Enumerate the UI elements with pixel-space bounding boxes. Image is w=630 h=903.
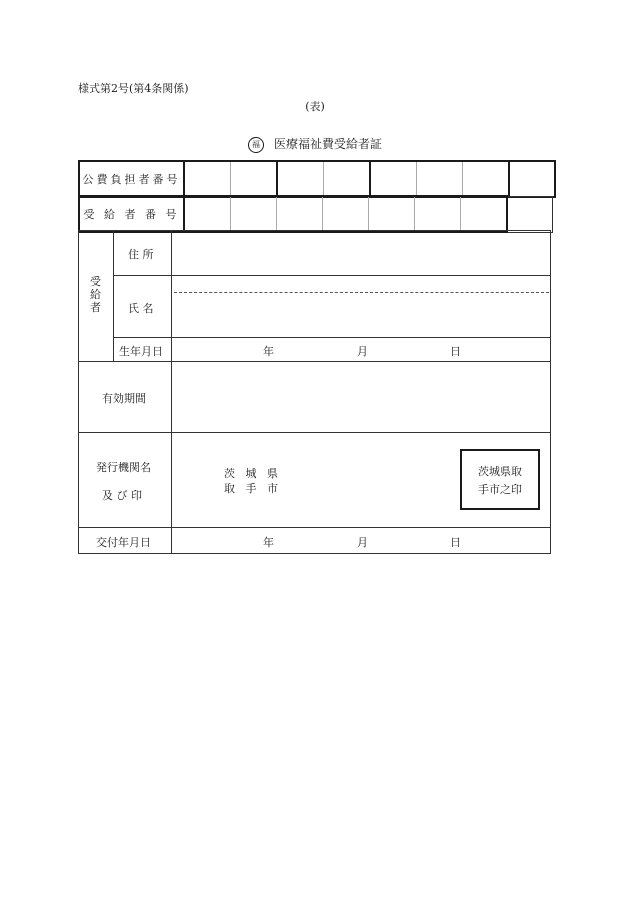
birthdate-day-unit: 日	[450, 345, 461, 358]
public-payer-digit-1[interactable]	[184, 161, 231, 197]
issuer-label-line1: 発行機関名	[96, 461, 151, 474]
seal-line-2: 手市之印	[478, 483, 522, 496]
recipient-number-label: 受 給 者 番 号	[79, 196, 184, 232]
recipient-number-table	[78, 195, 553, 233]
welfare-mark-icon: 福	[248, 137, 264, 153]
public-payer-check-digit[interactable]	[509, 161, 555, 197]
recipient-digit-7[interactable]	[461, 196, 508, 232]
public-payer-digit-4[interactable]	[324, 161, 371, 197]
form-number-label: 様式第2号(第4条関係)	[78, 82, 189, 95]
public-payer-digit-6[interactable]	[417, 161, 463, 197]
recipient-digit-1[interactable]	[184, 196, 231, 232]
name-field[interactable]	[171, 275, 551, 338]
issuer-label-line2: 及 び 印	[102, 489, 142, 502]
issuer-label-cell	[78, 432, 172, 528]
address-label: 住 所	[128, 248, 154, 261]
official-seal-stamp	[460, 449, 540, 510]
recipient-digit-5[interactable]	[369, 196, 415, 232]
birthdate-year-unit: 年	[263, 345, 274, 358]
recipient-digit-2[interactable]	[231, 196, 277, 232]
recipient-digit-6[interactable]	[415, 196, 461, 232]
seal-line-1: 茨城県取	[478, 465, 522, 478]
issue-date-label: 交付年月日	[96, 536, 151, 549]
name-label: 氏 名	[128, 302, 154, 315]
issue-year-unit: 年	[263, 536, 274, 549]
recipient-digit-3[interactable]	[277, 196, 323, 232]
issuer-prefecture: 茨 城 県	[224, 467, 278, 480]
public-payer-digit-3[interactable]	[277, 161, 324, 197]
birthdate-month-unit: 月	[357, 345, 368, 358]
validity-field[interactable]	[171, 361, 551, 433]
side-indicator: (表)	[305, 100, 325, 113]
public-payer-number-table	[78, 160, 556, 198]
public-payer-digit-5[interactable]	[370, 161, 417, 197]
certificate-title-row	[0, 135, 630, 153]
issue-day-unit: 日	[450, 536, 461, 549]
recipient-group-label: 受給者	[90, 275, 101, 314]
issuer-city: 取 手 市	[224, 482, 278, 495]
address-field[interactable]	[171, 230, 551, 276]
furigana-divider	[174, 292, 549, 293]
certificate-title: 医療福祉費受給者証	[273, 137, 382, 151]
birthdate-label: 生年月日	[119, 345, 163, 358]
public-payer-number-label: 公費負担者番号	[79, 161, 184, 197]
public-payer-digit-2[interactable]	[231, 161, 278, 197]
recipient-digit-4[interactable]	[323, 196, 369, 232]
validity-label: 有効期間	[102, 392, 146, 405]
issue-month-unit: 月	[357, 536, 368, 549]
recipient-extra-cell	[507, 196, 553, 232]
public-payer-digit-7[interactable]	[463, 161, 510, 197]
